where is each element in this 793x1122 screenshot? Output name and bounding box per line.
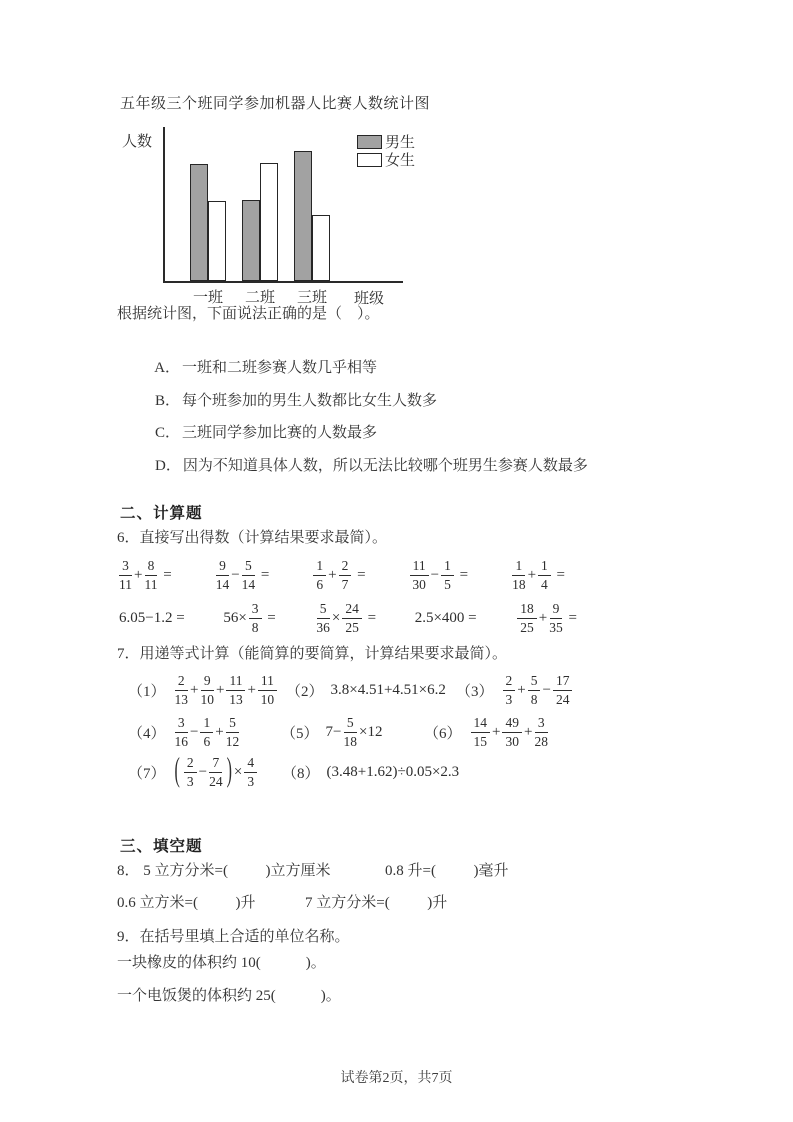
q7-row-2	[120, 710, 680, 754]
q7-item-4	[128, 710, 241, 754]
q8-blank-3: 0.6 立方米=( )升	[117, 895, 256, 911]
math-text: =	[353, 566, 366, 583]
math-text: =	[263, 609, 276, 626]
bar-一班-男生	[190, 164, 208, 281]
q6-row-1	[117, 556, 565, 594]
calc-expression	[515, 601, 577, 635]
fraction: $\frac{3}{11}$	[119, 557, 132, 592]
fraction: $\frac{2}{7}$	[339, 558, 352, 592]
legend-item-女生	[357, 149, 415, 170]
math-text: +	[215, 723, 224, 740]
bar-三班-男生	[294, 151, 312, 281]
math-text: =	[363, 609, 377, 626]
fraction: $\frac{2}{13}$	[174, 672, 189, 707]
q8-blank-1: 8． 5 立方分米=( )立方厘米	[117, 863, 331, 879]
fraction: $\frac{7}{24}$	[209, 754, 223, 789]
math-text: =	[159, 566, 172, 583]
page-footer: 试卷第2页，共7页	[340, 1071, 453, 1086]
calc-expression	[214, 558, 270, 592]
math-text: +	[190, 681, 199, 698]
calc-expression	[415, 610, 477, 627]
q9-line-1: 一块橡皮的体积约 10( )。	[117, 955, 326, 971]
math-text: +	[527, 566, 537, 583]
math-text: −	[542, 681, 551, 698]
x-axis-line	[163, 281, 403, 283]
bar-chart	[120, 125, 432, 317]
math-text: −	[430, 566, 440, 583]
q7-item-2	[286, 668, 446, 712]
section-3-heading: 三、填空题	[120, 838, 203, 855]
big-right-paren: )	[226, 753, 232, 789]
x-tick-二班: 二班	[244, 290, 275, 306]
calc-expression	[314, 601, 376, 635]
y-axis-label: 人数	[122, 134, 153, 150]
math-text: =	[564, 609, 577, 626]
math-text: −	[198, 763, 208, 780]
q6-prompt: 6．直接写出得数（计算结果要求最简）。	[117, 530, 388, 546]
q7-item-8	[282, 750, 459, 794]
big-left-paren: (	[174, 753, 180, 789]
item-number: （7）	[128, 765, 166, 782]
fraction: $\frac{14}{15}$	[471, 715, 491, 749]
q8-line-1	[117, 862, 680, 882]
fraction: $\frac{9}{10}$	[200, 672, 214, 707]
fraction: $\frac{2}{3}$	[184, 755, 197, 789]
question-stem: 根据统计图，下面说法正确的是（ ）。	[117, 306, 380, 322]
bar-二班-女生	[260, 163, 278, 281]
option-a-text: 一班和二班参赛人数几乎相等	[182, 360, 378, 376]
item-number: （5）	[281, 725, 319, 742]
math-text: 56×	[223, 609, 247, 626]
fraction: $\frac{49}{30}$	[502, 715, 522, 749]
q9-line-2: 一个电饭煲的体积约 25( )。	[117, 988, 341, 1004]
math-text: =	[552, 566, 565, 583]
q7-prompt: 7．用递等式计算（能简算的要简算，计算结果要求最简）。	[117, 646, 508, 662]
x-axis-label: 班级	[354, 291, 385, 307]
fraction: $\frac{1}{6}$	[313, 558, 326, 592]
math-text: +	[538, 609, 548, 626]
math-text: (3.48+1.62)÷0.05×2.3	[326, 763, 460, 780]
bar-一班-女生	[208, 201, 226, 281]
fraction: $\frac{5}{18}$	[343, 714, 357, 749]
math-text: =	[455, 566, 469, 583]
math-text: ×12	[358, 723, 383, 740]
calc-expression	[173, 673, 279, 707]
bar-三班-女生	[312, 215, 330, 281]
math-text: +	[247, 681, 256, 698]
fraction: $\frac{17}{24}$	[553, 673, 573, 707]
fraction: $\frac{8}{11}$	[144, 557, 158, 592]
calc-expression	[331, 682, 446, 699]
chart-title: 五年级三个班同学参加机器人比赛人数统计图	[120, 96, 431, 112]
math-text: +	[215, 681, 225, 698]
math-text: +	[523, 723, 533, 740]
fraction: $\frac{5}{36}$	[316, 600, 330, 635]
fraction: $\frac{24}{25}$	[342, 601, 362, 635]
math-text: +	[134, 566, 143, 583]
calc-expression	[173, 755, 260, 789]
math-text: −	[190, 723, 199, 740]
x-tick-三班: 三班	[296, 290, 327, 306]
section-2-heading: 二、计算题	[120, 505, 203, 522]
item-number: （3）	[456, 683, 494, 700]
q7-item-3	[456, 668, 574, 712]
fraction: $\frac{1}{5}$	[441, 558, 454, 592]
option-a-label: A．	[154, 360, 181, 376]
calc-expression	[311, 558, 365, 592]
option-c-text: 三班同学参加比赛的人数最多	[182, 425, 378, 441]
fraction: $\frac{3}{16}$	[174, 714, 189, 749]
legend-label-男生: 男生	[385, 135, 416, 151]
option-d-label: D．	[155, 458, 181, 474]
calc-expression	[501, 673, 575, 707]
math-text: +	[492, 723, 501, 740]
calc-expression	[469, 715, 550, 749]
calc-expression	[408, 558, 468, 592]
q7-item-7	[128, 750, 259, 794]
calc-expression	[510, 558, 565, 592]
fraction: $\frac{5}{14}$	[241, 557, 256, 592]
calc-expression	[327, 764, 460, 781]
legend-swatch-男生	[357, 135, 382, 149]
q7-item-6	[424, 710, 550, 754]
item-number: （2）	[286, 683, 324, 700]
calc-expression	[117, 558, 172, 592]
q7-item-5	[281, 710, 382, 754]
fraction: $\frac{5}{8}$	[528, 673, 541, 707]
math-text: 6.05−1.2 =	[119, 609, 185, 626]
y-axis-line	[163, 127, 165, 282]
q7-row-3	[120, 750, 680, 794]
math-text: 7−	[325, 723, 342, 740]
option-d	[140, 437, 588, 492]
q7-row-1	[120, 668, 680, 712]
item-number: （8）	[282, 765, 320, 782]
q9-prompt: 9．在括号里填上合适的单位名称。	[117, 929, 350, 945]
item-number: （1）	[128, 683, 166, 700]
item-number: （6）	[424, 725, 462, 742]
calc-expression	[326, 715, 383, 749]
fraction: $\frac{5}{12}$	[225, 714, 240, 749]
calc-expression	[223, 601, 275, 635]
option-b-text: 每个班参加的男生人数都比女生人数多	[182, 393, 438, 409]
math-text: +	[517, 681, 526, 698]
q8-line-2	[117, 894, 680, 914]
option-c-label: C．	[155, 425, 181, 441]
fraction: $\frac{18}{25}$	[517, 601, 537, 635]
fraction: $\frac{11}{10}$	[258, 673, 277, 707]
legend-swatch-女生	[357, 153, 382, 167]
fraction: $\frac{1}{18}$	[512, 557, 526, 592]
math-text: +	[328, 566, 337, 583]
x-tick-一班: 一班	[192, 290, 223, 306]
fraction: $\frac{4}{3}$	[244, 755, 257, 789]
bar-二班-男生	[242, 200, 260, 281]
fraction: $\frac{1}{4}$	[538, 558, 551, 592]
q7-item-1	[128, 668, 279, 712]
math-text: =	[257, 566, 270, 583]
fraction: $\frac{9}{35}$	[549, 600, 563, 635]
option-b-label: B．	[155, 393, 181, 409]
math-text: ×	[331, 609, 341, 626]
option-d-text: 因为不知道具体人数，所以无法比较哪个班男生参赛人数最多	[182, 458, 588, 474]
fraction: $\frac{1}{6}$	[200, 715, 213, 749]
math-text: 3.8×4.51+4.51×6.2	[330, 681, 446, 698]
calc-expression	[119, 610, 185, 627]
q8-blank-2: 0.8 升=( )毫升	[385, 863, 509, 879]
fraction: $\frac{9}{14}$	[215, 557, 230, 592]
q8-blank-4: 7 立方分米=( )升	[305, 895, 448, 911]
fraction: $\frac{2}{3}$	[503, 673, 516, 707]
fraction: $\frac{11}{30}$	[410, 558, 429, 592]
calc-expression	[173, 715, 242, 749]
fraction: $\frac{11}{13}$	[226, 673, 245, 707]
item-number: （4）	[128, 725, 166, 742]
math-text: −	[231, 566, 240, 583]
math-text: ×	[233, 763, 243, 780]
fraction: $\frac{3}{28}$	[534, 714, 548, 749]
legend-label-女生: 女生	[385, 153, 416, 169]
q6-row-2	[119, 595, 577, 641]
math-text: 2.5×400 =	[414, 609, 477, 626]
fraction: $\frac{3}{8}$	[249, 601, 262, 635]
